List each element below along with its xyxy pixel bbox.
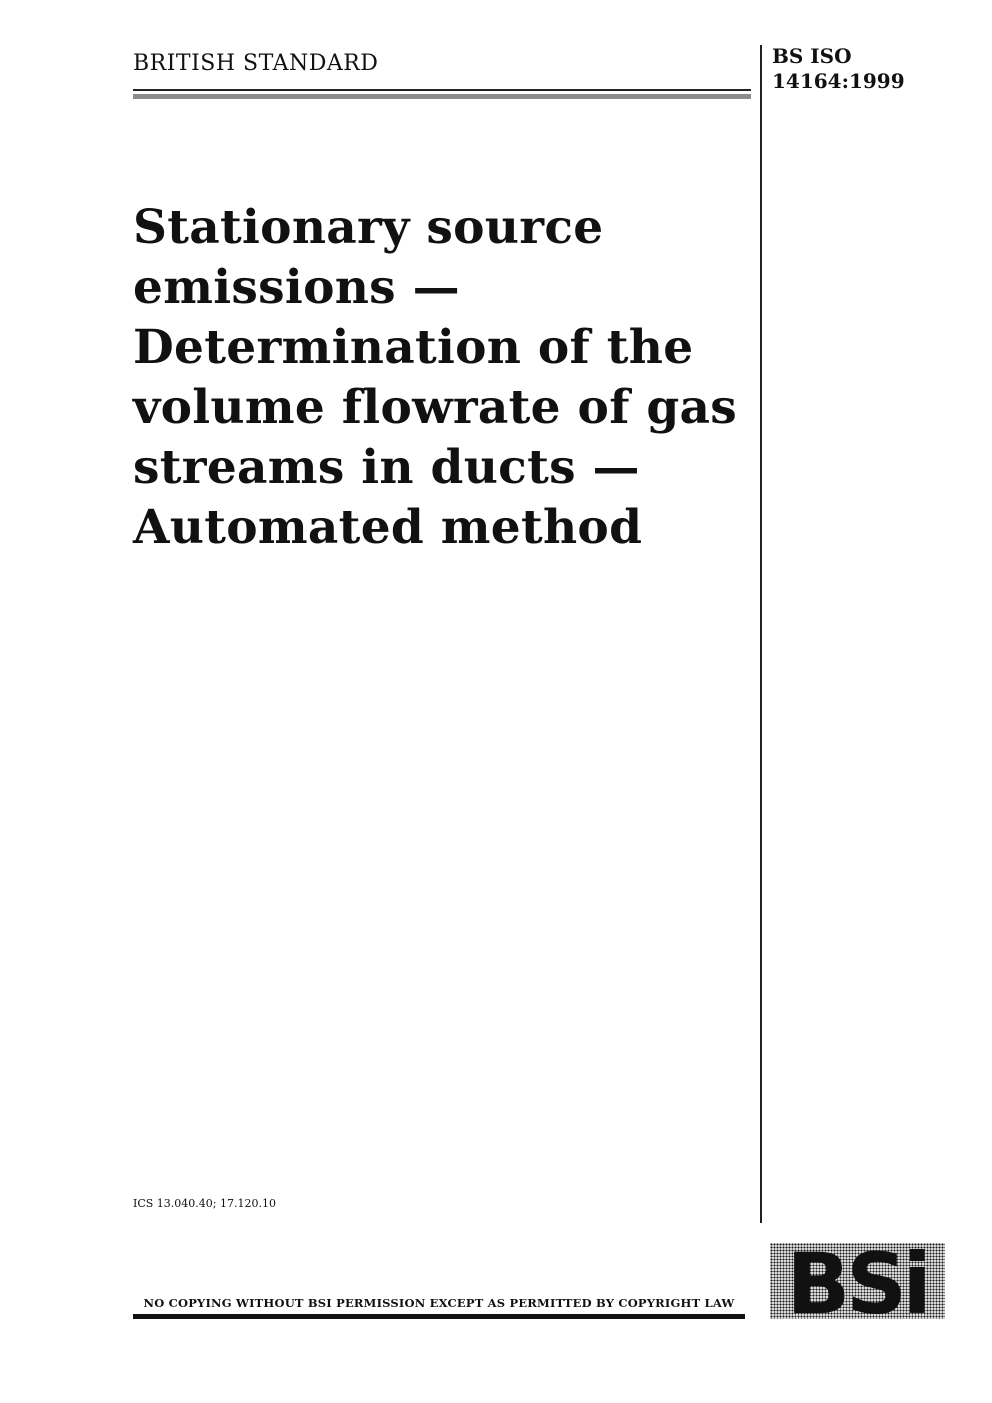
- svg-text:BSi: BSi: [786, 1243, 928, 1319]
- title-line: Automated method: [133, 500, 643, 555]
- footer-rule: [133, 1314, 745, 1319]
- title-line: Stationary source: [133, 200, 604, 255]
- ics-code: ICS 13.040.40; 17.120.10: [133, 1197, 276, 1210]
- copyright-notice: NO COPYING WITHOUT BSI PERMISSION EXCEPT AS PERMITTED BY COPYRIGHT LAW: [143, 1296, 735, 1310]
- header-rule-thin: [133, 89, 751, 91]
- standard-number-line: 14164:1999: [772, 69, 905, 93]
- title-line: emissions —: [133, 260, 460, 315]
- vertical-divider: [760, 45, 762, 1223]
- header-rule-thick: [133, 94, 751, 99]
- standard-number-line: BS ISO: [772, 44, 852, 68]
- title-line: volume flowrate of gas: [133, 380, 738, 435]
- title-line: Determination of the: [133, 320, 694, 375]
- title-line: streams in ducts —: [133, 440, 640, 495]
- document-title: [133, 198, 753, 558]
- bsi-logo-icon: [770, 1243, 945, 1319]
- standard-number: [772, 44, 905, 94]
- document-type-label: BRITISH STANDARD: [133, 51, 379, 76]
